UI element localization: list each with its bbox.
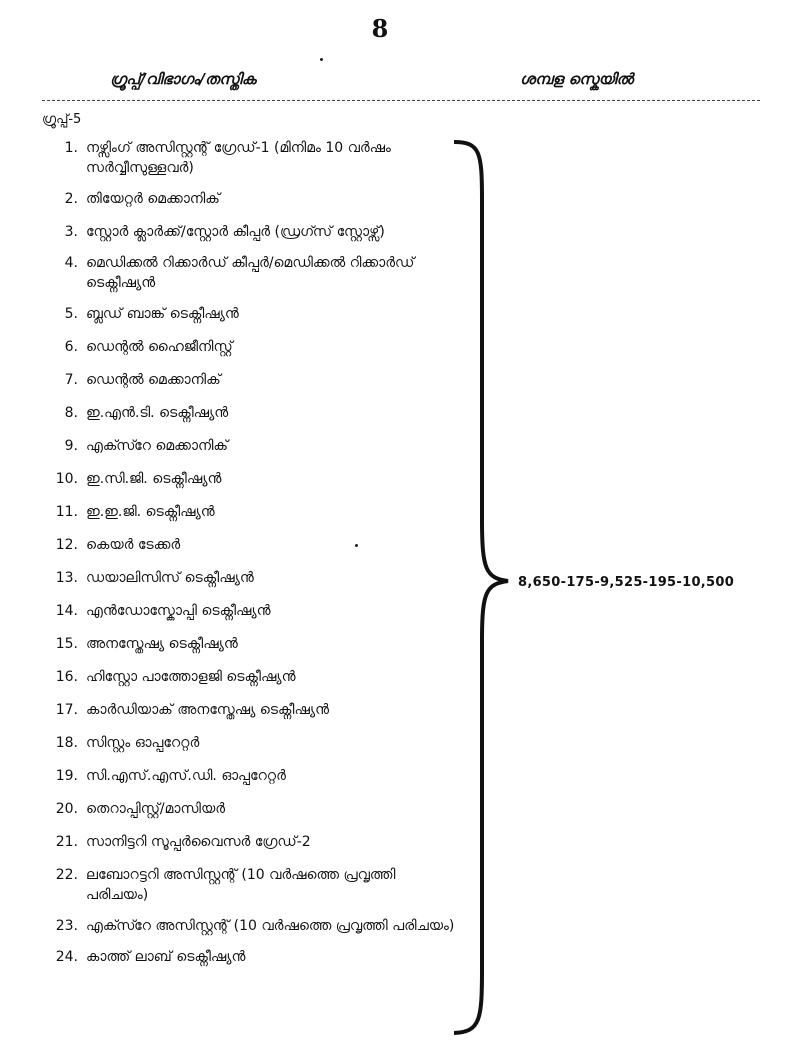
- column-header-pay-scale: ശമ്പള സ്കെയിൽ: [520, 70, 634, 88]
- list-item: [40, 403, 460, 423]
- item-number: 24.: [55, 949, 78, 965]
- list-item: [40, 733, 460, 753]
- item-post-name: കാർഡിയാക് അനസ്തേഷ്യ ടെക്നീഷ്യൻ: [86, 702, 329, 718]
- list-item: [40, 436, 460, 456]
- item-number: 9.: [64, 438, 78, 454]
- item-post-name: തെറാപ്പിസ്റ്റ്/മാസിയർ: [86, 801, 226, 817]
- item-number: 19.: [55, 768, 78, 784]
- item-post-name: നഴ്സിംഗ് അസിസ്റ്റന്റ് ഗ്രേഡ്-1 (മിനിമം 10 വർഷം സർവ്വീസുള്ളവർ): [86, 140, 391, 176]
- post-list: [40, 138, 460, 980]
- item-number: 3.: [64, 224, 78, 240]
- item-post-name: തിയേറ്റർ മെക്കാനിക്: [86, 191, 220, 207]
- item-post-name: സ്റ്റോർ ക്ലാർക്ക്/സ്റ്റോർ കീപ്പർ (ഡ്രഗ്സ് സ്റ്റോഴ്സ്): [86, 224, 385, 240]
- list-item: [40, 766, 460, 786]
- list-item: [40, 337, 460, 357]
- item-number: 4.: [64, 255, 78, 271]
- list-item: [40, 535, 460, 555]
- item-number: 6.: [64, 339, 78, 355]
- right-brace: [450, 140, 510, 1035]
- item-number: 13.: [55, 570, 78, 586]
- item-number: 1.: [64, 140, 78, 156]
- page-number: 8: [371, 14, 389, 43]
- list-item: [40, 947, 460, 967]
- list-item: [40, 634, 460, 654]
- speck: [355, 544, 358, 547]
- item-post-name: എൻഡോസ്കോപ്പി ടെക്നീഷ്യൻ: [86, 603, 271, 619]
- item-post-name: ഇ.എൻ.ടി. ടെക്നീഷ്യൻ: [86, 405, 229, 421]
- item-post-name: മെഡിക്കൽ റിക്കാർഡ് കീപ്പർ/മെഡിക്കൽ റിക്കാർഡ് ടെക്നീഷ്യൻ: [86, 255, 415, 291]
- list-item: [40, 189, 460, 209]
- list-item: [40, 667, 460, 687]
- header-divider: [42, 100, 760, 101]
- group-label: ഗ്രൂപ്പ്-5: [42, 112, 82, 127]
- item-post-name: ഇ.ഇ.ജി. ടെക്നീഷ്യൻ: [86, 504, 215, 520]
- item-post-name: സാനിട്ടറി സൂപ്പർവൈസർ ഗ്രേഡ്-2: [86, 834, 311, 850]
- item-number: 14.: [55, 603, 78, 619]
- list-item: [40, 865, 460, 905]
- item-number: 22.: [55, 867, 78, 883]
- item-number: 8.: [64, 405, 78, 421]
- speck: [320, 58, 323, 61]
- item-post-name: ഇ.സി.ജി. ടെക്നീഷ്യൻ: [86, 471, 222, 487]
- item-number: 2.: [64, 191, 78, 207]
- item-post-name: സി.എസ്.എസ്.ഡി. ഓപ്പറേറ്റർ: [86, 768, 286, 784]
- item-number: 12.: [55, 537, 78, 553]
- item-post-name: എക്സ്റേ അസിസ്റ്റന്റ് (10 വർഷത്തെ പ്രവൃത്തി പരിചയം): [86, 918, 455, 934]
- item-number: 16.: [55, 669, 78, 685]
- list-item: [40, 253, 460, 293]
- item-post-name: ഡെന്റൽ മെക്കാനിക്: [86, 372, 221, 388]
- column-header-post: ഗ്രൂപ്പ്/വിഭാഗം/തസ്തിക: [110, 70, 257, 88]
- item-number: 11.: [55, 504, 78, 520]
- list-item: [40, 601, 460, 621]
- item-post-name: എക്സ്റേ മെക്കാനിക്: [86, 438, 229, 454]
- item-post-name: കാത്ത് ലാബ് ടെക്നീഷ്യൻ: [86, 949, 246, 965]
- item-number: 23.: [55, 918, 78, 934]
- item-post-name: ഡയാലിസിസ് ടെക്നീഷ്യൻ: [86, 570, 254, 586]
- item-number: 20.: [55, 801, 78, 817]
- item-number: 5.: [64, 306, 78, 322]
- list-item: [40, 568, 460, 588]
- list-item: [40, 222, 460, 242]
- item-post-name: ലബോറട്ടറി അസിസ്റ്റന്റ് (10 വർഷത്തെ പ്രവൃത്തി പരിചയം): [86, 867, 396, 903]
- pay-scale-value: 8,650-175-9,525-195-10,500: [518, 575, 735, 590]
- item-post-name: കെയർ ടേക്കർ: [86, 537, 181, 553]
- item-number: 18.: [55, 735, 78, 751]
- item-number: 10.: [55, 471, 78, 487]
- item-number: 21.: [55, 834, 78, 850]
- item-post-name: അനസ്തേഷ്യ ടെക്നീഷ്യൻ: [86, 636, 238, 652]
- list-item: [40, 469, 460, 489]
- list-item: [40, 799, 460, 819]
- item-post-name: സിസ്റ്റം ഓപ്പറേറ്റർ: [86, 735, 200, 751]
- list-item: [40, 304, 460, 324]
- item-post-name: ഹിസ്റ്റോ പാത്തോളജി ടെക്നീഷ്യൻ: [86, 669, 296, 685]
- list-item: [40, 502, 460, 522]
- list-item: [40, 700, 460, 720]
- list-item: [40, 138, 460, 178]
- item-number: 15.: [55, 636, 78, 652]
- list-item: [40, 370, 460, 390]
- item-number: 17.: [55, 702, 78, 718]
- item-post-name: ബ്ലഡ് ബാങ്ക് ടെക്നീഷ്യൻ: [86, 306, 239, 322]
- item-number: 7.: [64, 372, 78, 388]
- list-item: [40, 832, 460, 852]
- item-post-name: ഡെന്റൽ ഹൈജീനിസ്റ്റ്: [86, 339, 233, 355]
- list-item: [40, 916, 460, 936]
